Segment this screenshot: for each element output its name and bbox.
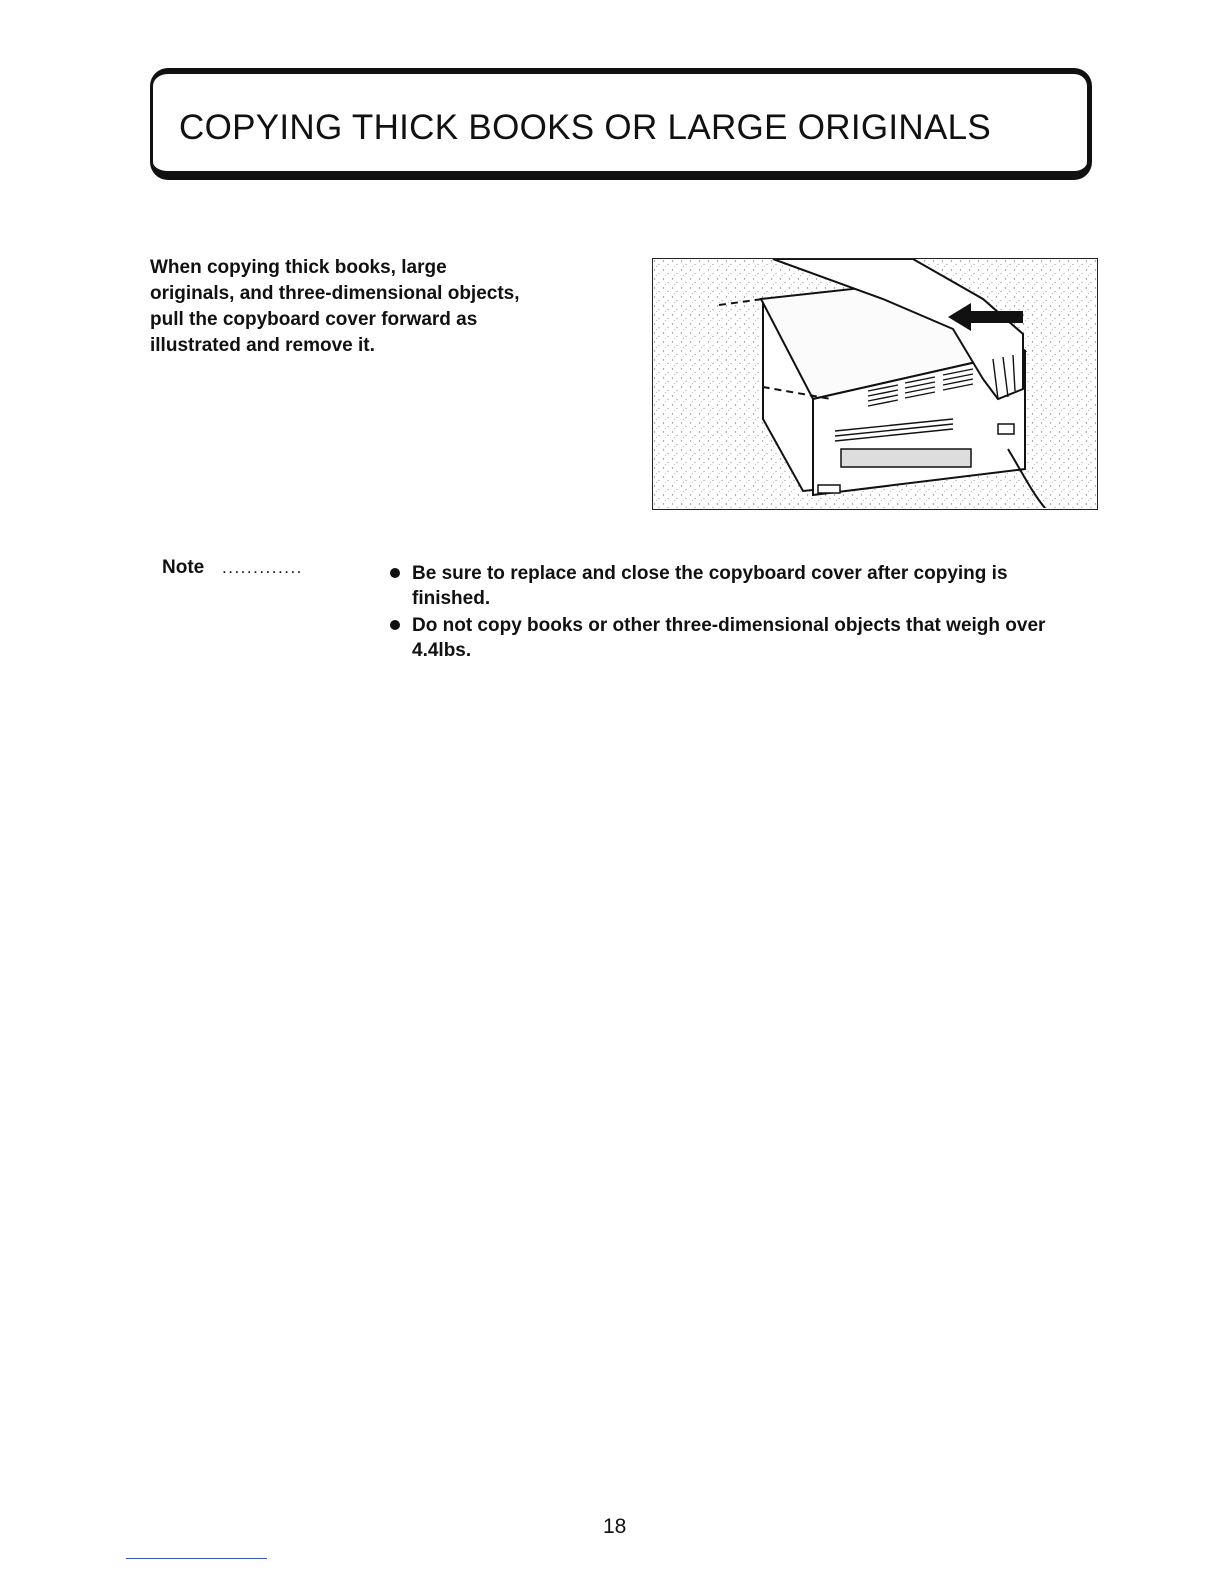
- note-list: [386, 561, 1086, 665]
- footer-rule: [126, 1558, 267, 1559]
- bullet-icon: [390, 568, 400, 578]
- copier-cover-removal-illustration-icon: [653, 259, 1096, 508]
- list-item: [386, 561, 1086, 611]
- note-leader-dots: .............: [222, 558, 303, 577]
- note-item-text: Be sure to replace and close the copyboard cover after copying is finished.: [412, 563, 1008, 609]
- copier-illustration: [652, 258, 1098, 510]
- intro-paragraph: When copying thick books, large originals, and three-dimensional objects, pull the copyboard cover forward as illustrated and remove it.: [150, 257, 520, 356]
- page-title: COPYING THICK BOOKS OR LARGE ORIGINALS: [179, 108, 992, 147]
- bullet-icon: [390, 620, 400, 630]
- list-item: [386, 613, 1086, 663]
- page-number: 18: [603, 1515, 627, 1538]
- note-item-text: Do not copy books or other three-dimensional objects that weigh over 4.4lbs.: [412, 615, 1046, 661]
- note-label: Note: [162, 557, 205, 578]
- title-box: [150, 68, 1092, 180]
